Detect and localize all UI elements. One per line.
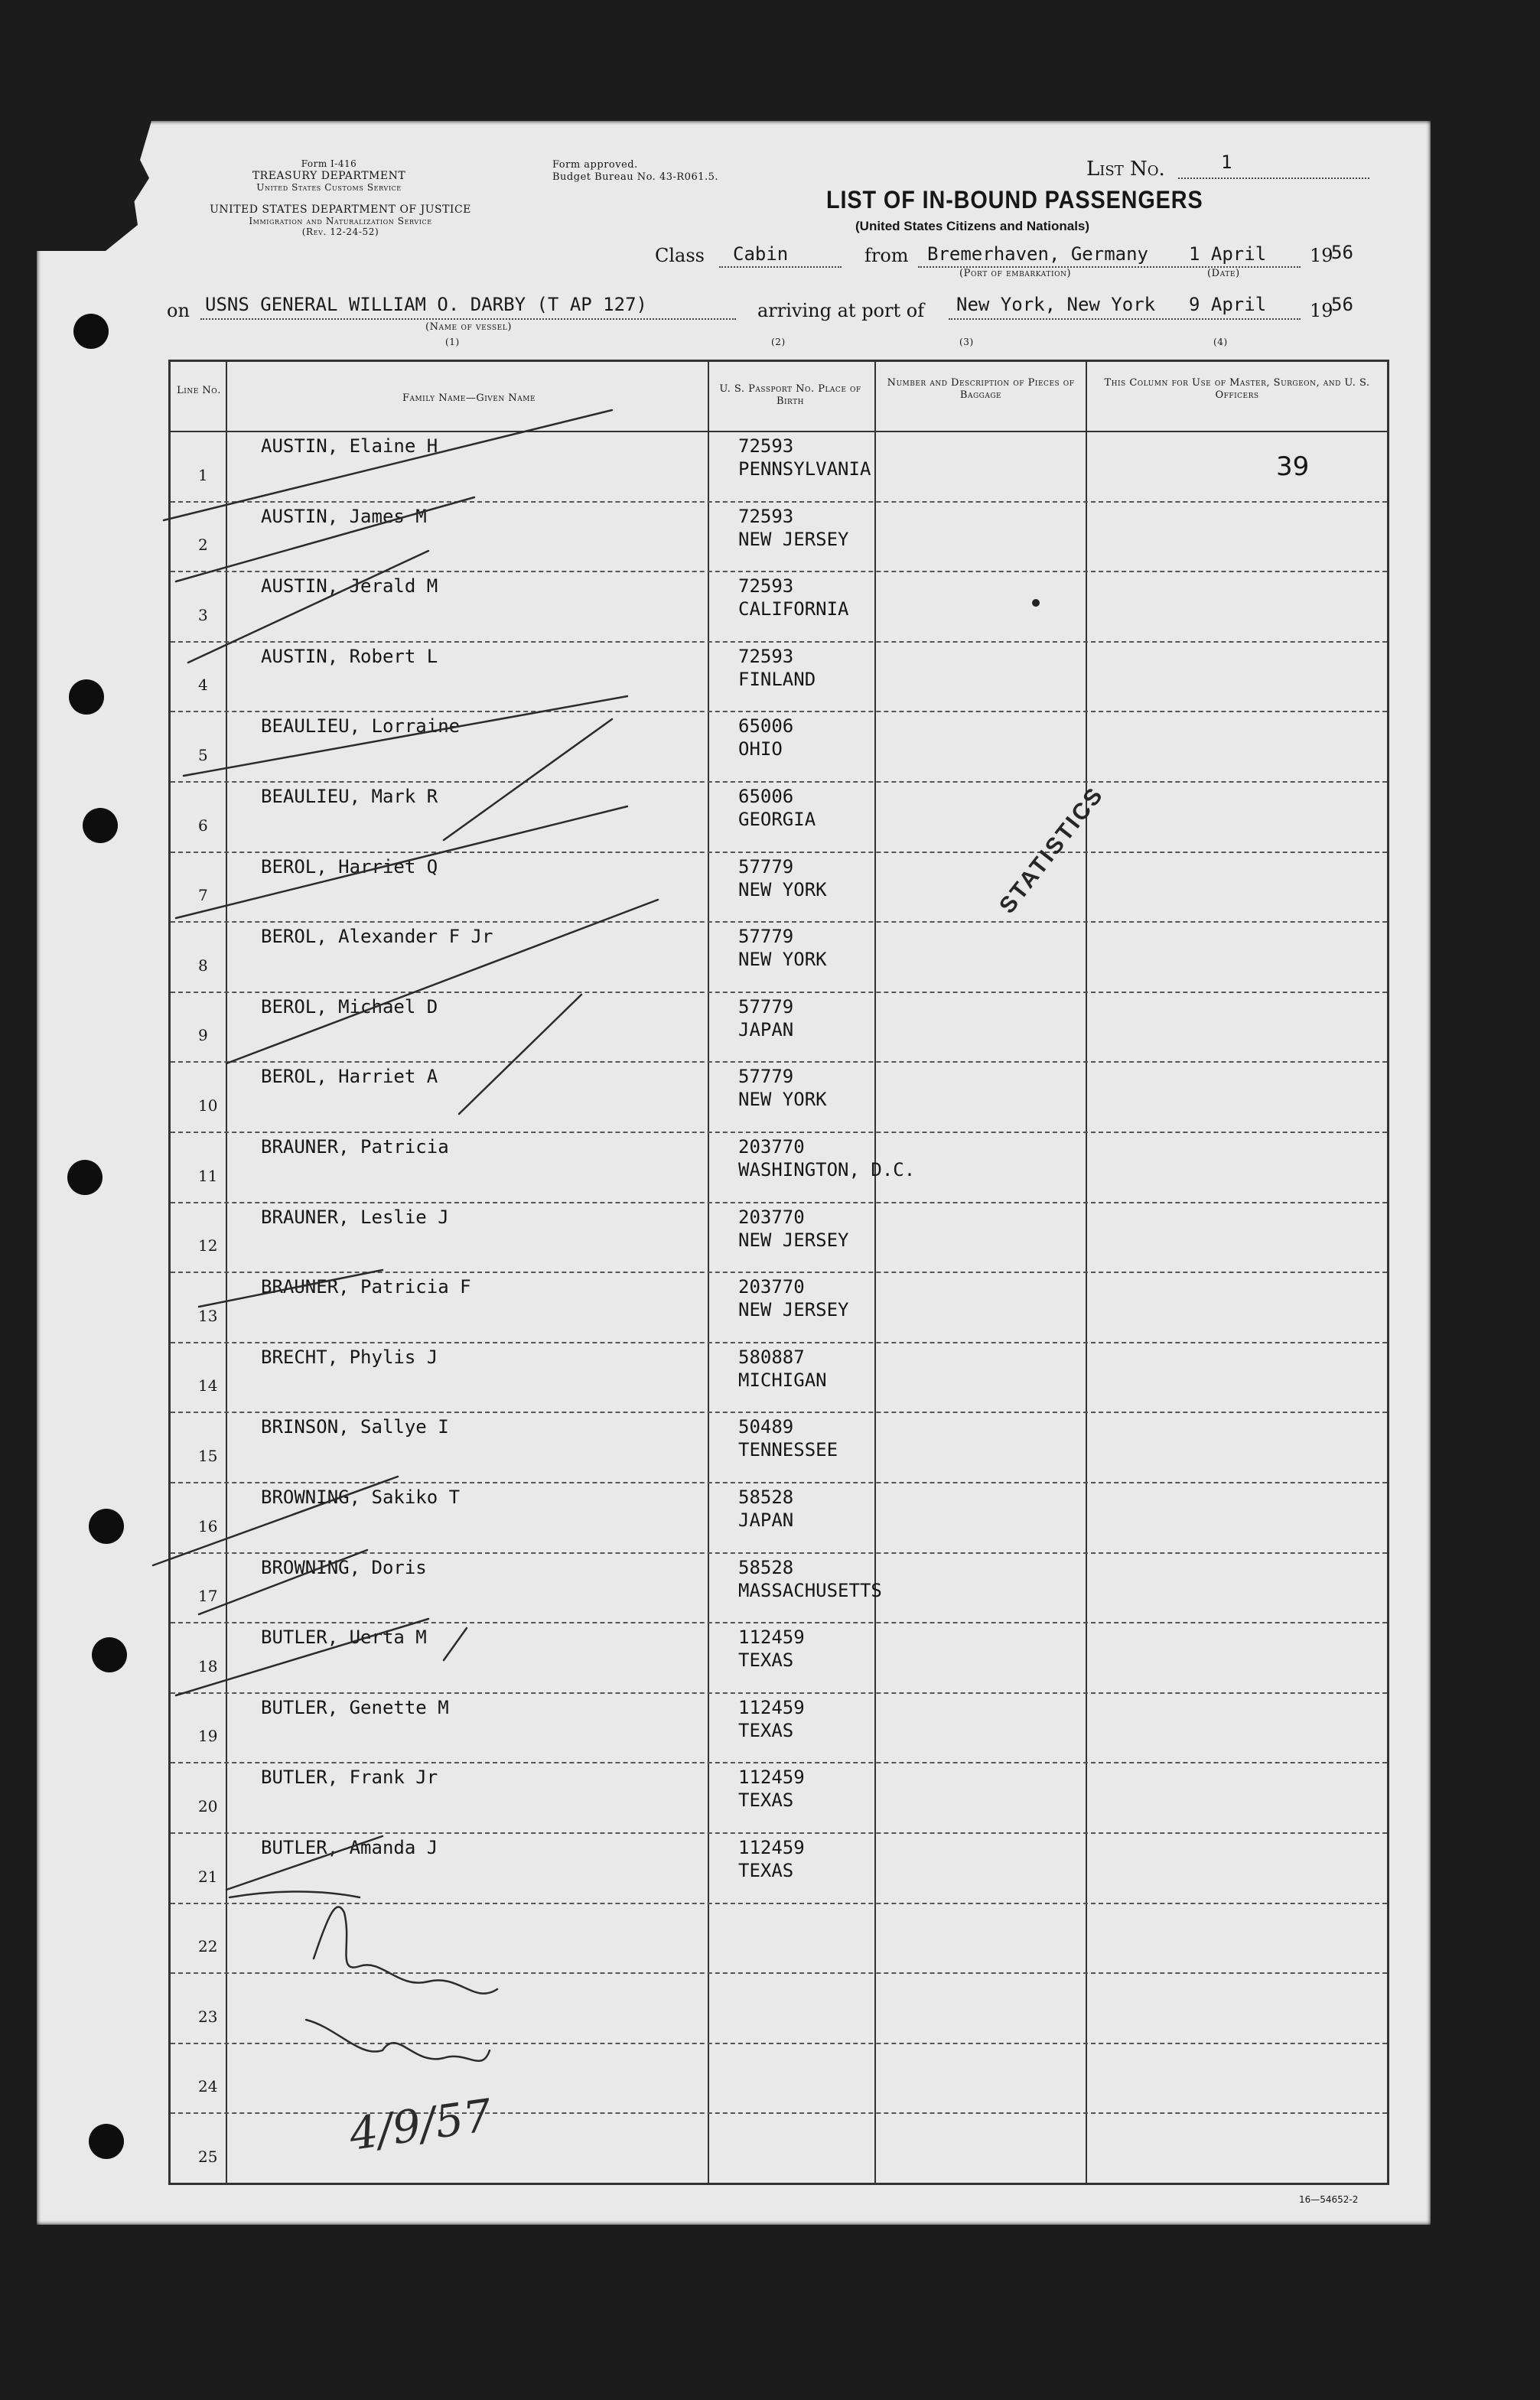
line-number: 11: [198, 1166, 218, 1185]
header-name: Family Name—Given Name: [402, 392, 536, 404]
vessel-name: USNS GENERAL WILLIAM O. DARBY (T AP 127): [205, 294, 647, 315]
treasury-dept: TREASURY DEPARTMENT: [252, 170, 406, 182]
line-number: 23: [198, 2007, 218, 2026]
place-of-birth: NEW YORK: [738, 1089, 827, 1111]
header-officers: This Column for Use of Master, Surgeon, and U. S. Officers: [1104, 377, 1370, 401]
embark-caption: (Port of embarkation): [959, 268, 1072, 279]
place-of-birth: TEXAS: [738, 1789, 794, 1812]
col-num-4: (4): [1213, 337, 1228, 347]
date-caption: (Date): [1207, 268, 1240, 279]
revision: (Rev. 12-24-52): [301, 226, 379, 237]
departure-date: 1 April: [1189, 243, 1267, 265]
passport-number: 72593: [738, 645, 794, 667]
line-number: 2: [198, 536, 208, 555]
embarkation-port: Bremerhaven, Germany: [927, 243, 1148, 265]
list-no-value: 1: [1221, 151, 1232, 173]
place-of-birth: TENNESSEE: [738, 1439, 838, 1461]
passport-number: 203770: [738, 1276, 805, 1298]
passenger-name: BROWNING, Doris: [261, 1556, 427, 1578]
passenger-name: BRAUNER, Leslie J: [261, 1206, 449, 1228]
place-of-birth: PENNSYLVANIA: [738, 458, 871, 480]
line-number: 7: [198, 886, 208, 905]
arriving-label: arriving at port of: [757, 300, 925, 321]
line-number: 24: [198, 2077, 218, 2096]
passenger-name: BUTLER, Frank Jr: [261, 1767, 438, 1789]
place-of-birth: NEW JERSEY: [738, 1229, 849, 1251]
passport-number: 72593: [738, 575, 794, 598]
passenger-name: BEAULIEU, Lorraine: [261, 715, 461, 738]
passport-number: 58528: [738, 1487, 794, 1508]
passport-number: 57779: [738, 926, 794, 948]
col-num-2: (2): [771, 337, 786, 347]
place-of-birth: TEXAS: [738, 1860, 794, 1881]
passenger-name: BRAUNER, Patricia F: [261, 1276, 471, 1298]
passenger-name: AUSTIN, Robert L: [261, 645, 438, 667]
col-num-1: (1): [445, 337, 460, 347]
passport-number: 65006: [738, 715, 794, 738]
passenger-name: AUSTIN, James M: [261, 505, 427, 527]
line-number: 10: [198, 1096, 218, 1115]
place-of-birth: TEXAS: [738, 1649, 794, 1672]
arrival-port: New York, New York: [956, 294, 1156, 315]
passport-number: 112459: [738, 1696, 805, 1718]
header-passport: U. S. Passport No. Place of Birth: [719, 383, 861, 407]
passenger-name: BEROL, Alexander F Jr: [261, 926, 493, 948]
line-number: 21: [198, 1867, 218, 1886]
passport-number: 57779: [738, 995, 794, 1018]
passenger-name: BEROL, Michael D: [261, 995, 438, 1018]
on-label: on: [167, 300, 190, 321]
arrival-date: 9 April: [1189, 294, 1267, 315]
header-line-no: Line No.: [177, 385, 221, 396]
place-of-birth: GEORGIA: [738, 809, 816, 830]
passenger-name: BRECHT, Phylis J: [261, 1346, 438, 1368]
passport-number: 57779: [738, 855, 794, 878]
officer-note: 39: [1276, 451, 1310, 482]
line-number: 22: [198, 1937, 218, 1956]
place-of-birth: NEW YORK: [738, 949, 827, 971]
passenger-name: AUSTIN, Jerald M: [261, 575, 438, 598]
passport-number: 72593: [738, 505, 794, 527]
class-value: Cabin: [733, 243, 789, 265]
line-number: 5: [198, 745, 208, 764]
line-number: 18: [198, 1656, 218, 1675]
line-number: 1: [198, 465, 208, 484]
passenger-name: BROWNING, Sakiko T: [261, 1487, 461, 1508]
line-number: 19: [198, 1727, 218, 1746]
form-number: Form I-416: [301, 158, 357, 169]
place-of-birth: OHIO: [738, 738, 783, 760]
place-of-birth: WASHINGTON, D.C.: [738, 1159, 916, 1180]
passport-number: 112459: [738, 1837, 805, 1858]
line-number: 20: [198, 1796, 218, 1815]
arrival-year: 56: [1331, 294, 1353, 315]
passenger-name: BUTLER, Uerta M: [261, 1627, 427, 1649]
form-footer: 16—54652-2: [1299, 2194, 1359, 2205]
place-of-birth: MICHIGAN: [738, 1369, 827, 1391]
place-of-birth: NEW JERSEY: [738, 528, 849, 550]
line-number: 9: [198, 1026, 208, 1045]
place-of-birth: CALIFORNIA: [738, 598, 849, 620]
line-number: 8: [198, 956, 208, 975]
ins-service: Immigration and Naturalization Service: [249, 216, 432, 226]
line-number: 25: [198, 2147, 218, 2166]
line-number: 12: [198, 1236, 218, 1255]
passport-number: 65006: [738, 786, 794, 807]
passenger-name: BEROL, Harriet Q: [261, 855, 438, 878]
line-number: 6: [198, 816, 208, 835]
statistics-stamp: STATISTICS: [995, 781, 1109, 919]
place-of-birth: FINLAND: [738, 668, 816, 690]
from-label: from: [864, 245, 909, 266]
customs-service: United States Customs Service: [256, 182, 402, 193]
passport-number: 112459: [738, 1627, 805, 1649]
vessel-caption: (Name of vessel): [425, 321, 513, 333]
place-of-birth: NEW YORK: [738, 878, 827, 900]
place-of-birth: NEW JERSEY: [738, 1299, 849, 1321]
line-number: 13: [198, 1306, 218, 1325]
place-of-birth: MASSACHUSETTS: [738, 1579, 882, 1601]
passenger-name: BRAUNER, Patricia: [261, 1136, 449, 1158]
line-number: 16: [198, 1516, 218, 1535]
passenger-name: BEROL, Harriet A: [261, 1066, 438, 1088]
passport-number: 50489: [738, 1416, 794, 1438]
signature-date: 4/9/57: [346, 2089, 495, 2161]
line-number: 14: [198, 1376, 218, 1395]
passenger-name: BEAULIEU, Mark R: [261, 786, 438, 807]
line-number: 4: [198, 676, 208, 695]
passport-number: 57779: [738, 1066, 794, 1088]
justice-dept: UNITED STATES DEPARTMENT OF JUSTICE: [210, 204, 471, 216]
ink-dot: [1032, 599, 1040, 607]
passenger-name: AUSTIN, Elaine H: [261, 435, 438, 457]
line-number: 3: [198, 605, 208, 624]
line-number: 15: [198, 1446, 218, 1465]
passport-number: 112459: [738, 1767, 805, 1789]
place-of-birth: TEXAS: [738, 1719, 794, 1741]
form-subtitle: (United States Citizens and Nationals): [855, 219, 1090, 233]
passport-number: 203770: [738, 1206, 805, 1228]
passport-number: 58528: [738, 1556, 794, 1578]
list-no-label: List No.: [1086, 158, 1165, 181]
place-of-birth: JAPAN: [738, 1018, 794, 1040]
departure-year: 56: [1331, 242, 1353, 263]
place-of-birth: JAPAN: [738, 1509, 794, 1531]
passport-number: 580887: [738, 1346, 805, 1368]
passport-number: 203770: [738, 1136, 805, 1158]
year-prefix-2: 19: [1310, 300, 1333, 321]
line-number: 17: [198, 1587, 218, 1606]
class-label: Class: [655, 245, 705, 266]
form-approved: Form approved.: [552, 159, 638, 171]
passenger-name: BUTLER, Amanda J: [261, 1837, 438, 1858]
budget-bureau: Budget Bureau No. 43-R061.5.: [552, 171, 719, 183]
form-title: LIST OF IN-BOUND PASSENGERS: [826, 186, 1203, 213]
passport-number: 72593: [738, 435, 794, 457]
passenger-name: BUTLER, Genette M: [261, 1696, 449, 1718]
passenger-name: BRINSON, Sallye I: [261, 1416, 449, 1438]
header-baggage: Number and Description of Pieces of Baggage: [887, 377, 1075, 401]
year-prefix: 19: [1310, 245, 1333, 266]
col-num-3: (3): [959, 337, 974, 347]
